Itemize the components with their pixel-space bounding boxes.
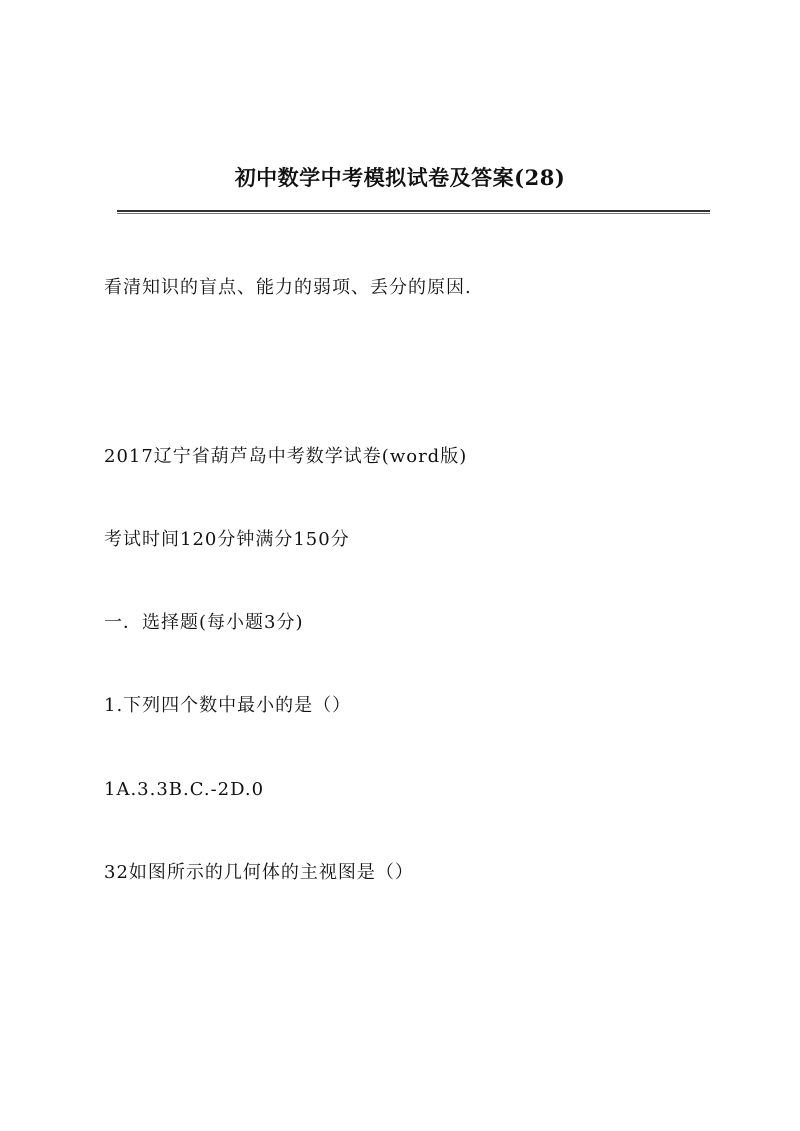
title-divider bbox=[117, 210, 710, 214]
document-title: 初中数学中考模拟试卷及答案(28) bbox=[234, 165, 566, 190]
exam-name: 2017辽宁省葫芦岛中考数学试卷(word版) bbox=[104, 446, 468, 467]
question-1: 1.下列四个数中最小的是（） bbox=[104, 695, 352, 716]
intro-text: 看清知识的盲点、能力的弱项、丢分的原因. bbox=[104, 277, 472, 298]
question-1-options: 1A.3.3B.C.-2D.0 bbox=[104, 779, 265, 800]
section-heading: 一．选择题(每小题3分) bbox=[104, 612, 304, 633]
question-2: 32如图所示的几何体的主视图是（） bbox=[104, 862, 414, 883]
exam-time-score: 考试时间120分钟满分150分 bbox=[104, 529, 350, 550]
